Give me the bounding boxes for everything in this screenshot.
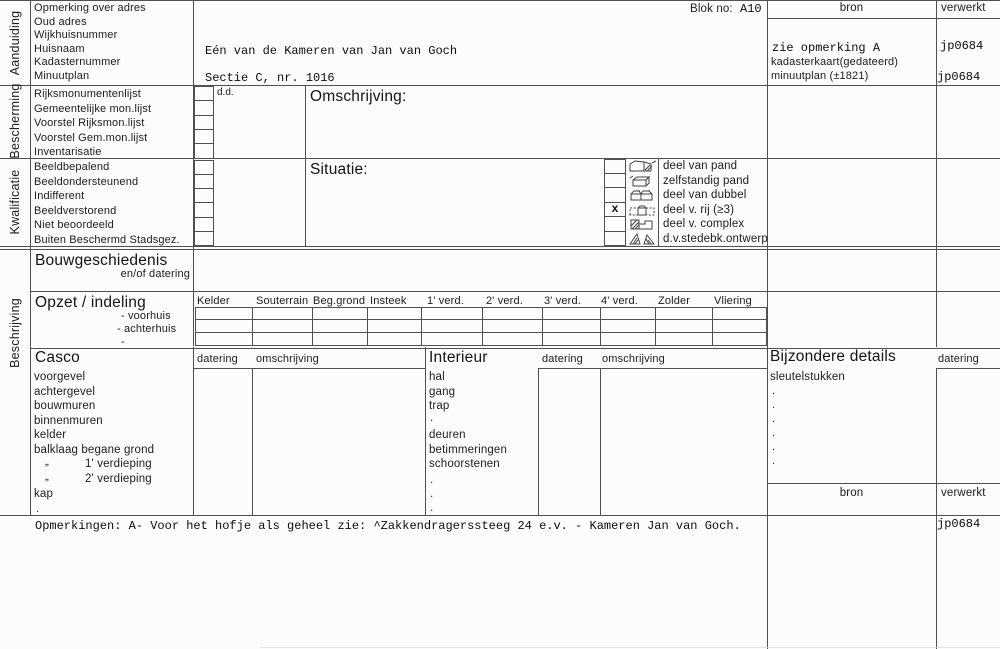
grid-line xyxy=(0,158,1000,159)
grid-line xyxy=(538,368,767,369)
opzet-cell xyxy=(713,333,766,345)
dot: . xyxy=(430,502,434,514)
checkbox-cell xyxy=(605,232,625,245)
opzet-column-header: Beg.grond xyxy=(313,295,366,307)
grid-line xyxy=(658,158,659,246)
opzet-column-header: Zolder xyxy=(658,295,691,307)
urban-design-icon xyxy=(627,232,657,245)
bron-note-kadasterkaart: kadasterkaart(gedateerd) xyxy=(771,56,899,68)
casco-row-verdieping-1: 1' verdieping xyxy=(85,458,152,470)
omschrijving-header: Omschrijving: xyxy=(310,88,407,105)
situatie-checkbox-column xyxy=(604,159,626,247)
dot: . xyxy=(772,427,776,439)
dot: . xyxy=(772,399,776,411)
casco-row-kelder: kelder xyxy=(34,429,67,441)
grid-line xyxy=(936,368,1000,369)
casco-row-binnenmuren: binnenmuren xyxy=(34,415,103,427)
situatie-option-label: deel v. complex xyxy=(663,218,745,230)
opzet-column-header: 2' verd. xyxy=(486,295,523,307)
checkbox-cell xyxy=(195,101,213,115)
situatie-option-label: deel van dubbel xyxy=(663,189,747,201)
minuutplan-value: Sectie C, nr. 1016 xyxy=(205,71,335,85)
part-of-building-icon xyxy=(627,159,657,172)
opzet-cell xyxy=(196,308,253,320)
opzet-cell xyxy=(713,308,766,320)
opzet-cell xyxy=(196,333,253,345)
opzet-cell xyxy=(656,308,713,320)
grid-line xyxy=(0,0,1000,1)
huisnaam-value: Eén van de Kameren van Jan van Goch xyxy=(205,44,458,58)
opzet-column-header: Kelder xyxy=(197,295,230,307)
interieur-row-trap: trap xyxy=(429,400,450,412)
bron-column-header: bron xyxy=(839,2,864,14)
dot: . xyxy=(772,455,776,467)
field-label-voorstel-gem-mon: Voorstel Gem.mon.lijst xyxy=(34,131,148,144)
casco-row-voorgevel: voorgevel xyxy=(34,371,86,383)
opzet-cell xyxy=(368,333,422,345)
situatie-option-label: zelfstandig pand xyxy=(663,174,750,187)
field-label-inventarisatie: Inventarisatie xyxy=(34,146,102,158)
checkbox-cell xyxy=(195,130,213,144)
grid-line xyxy=(0,515,1000,516)
bescherming-checkbox-column xyxy=(194,86,214,159)
checkbox-cell xyxy=(195,161,213,175)
verwerkt-value-1: jp0684 xyxy=(940,39,984,53)
opzet-cell xyxy=(368,320,422,332)
situatie-header: Situatie: xyxy=(310,161,368,178)
section-label-bescherming: Bescherming xyxy=(8,83,22,159)
checkbox-cell xyxy=(605,160,625,174)
checkbox-cell xyxy=(195,144,213,157)
grid-line xyxy=(600,368,601,515)
opzet-cell xyxy=(253,333,313,345)
grid-line xyxy=(0,249,1000,251)
opzet-cell xyxy=(601,333,656,345)
opzet-row-label-voorhuis: - voorhuis xyxy=(121,310,171,322)
opzet-cell xyxy=(313,333,368,345)
double-building-icon xyxy=(627,188,657,201)
opzet-column-header: 1' verd. xyxy=(427,295,464,307)
opzet-table xyxy=(195,307,767,346)
dot: . xyxy=(36,503,40,515)
checkbox-cell xyxy=(605,203,625,217)
grid-line xyxy=(30,291,1000,292)
opzet-cell xyxy=(422,308,483,320)
casco-row-verdieping-2: 2' verdieping xyxy=(85,473,152,485)
checkbox-cell xyxy=(605,217,625,231)
checkbox-cell xyxy=(195,189,213,203)
complex-building-icon xyxy=(627,217,657,230)
section-label-aanduiding: Aanduiding xyxy=(8,10,22,76)
grid-line xyxy=(936,0,937,347)
scan-edge xyxy=(260,647,1000,649)
casco-row-bouwmuren: bouwmuren xyxy=(34,400,96,412)
field-label-huisnaam: Huisnaam xyxy=(34,42,85,55)
blok-label: Blok no: xyxy=(690,3,733,15)
checkbox-cell xyxy=(195,232,213,245)
checkbox-cell xyxy=(195,116,213,130)
grid-line xyxy=(767,0,768,649)
casco-row-kap: kap xyxy=(34,488,53,500)
opzet-cell xyxy=(543,320,601,332)
casco-datering-header: datering xyxy=(197,353,238,365)
situatie-option-label: d.v.stedebk.ontwerp xyxy=(663,232,768,245)
grid-line xyxy=(305,85,306,246)
bijzondere-row-sleutelstukken: sleutelstukken xyxy=(770,371,845,383)
field-label-rijksmonumentenlijst: Rijksmonumentenlijst xyxy=(34,88,141,100)
opzet-cell xyxy=(313,308,368,320)
field-label-voorstel-rijksmon: Voorstel Rijksmon.lijst xyxy=(34,117,145,129)
verwerkt-value-2: jp0684 xyxy=(937,70,981,84)
interieur-header: Interieur xyxy=(429,349,488,366)
grid-line xyxy=(193,347,194,515)
opzet-cell xyxy=(656,320,713,332)
checkbox-x-mark: x xyxy=(611,202,619,216)
field-label-niet-beoordeeld: Niet beoordeeld xyxy=(34,219,114,231)
opzet-cell xyxy=(253,308,313,320)
opzet-column-header: Souterrain xyxy=(256,295,309,307)
ditto-mark: „ xyxy=(45,456,49,468)
opzet-cell xyxy=(713,320,766,332)
dot: . xyxy=(772,441,776,453)
bijzondere-verwerkt-header: verwerkt xyxy=(941,487,986,499)
interieur-omschrijving-header: omschrijving xyxy=(602,353,665,365)
bijzondere-bron-header: bron xyxy=(839,487,864,499)
opzet-cell xyxy=(313,320,368,332)
opzet-cell xyxy=(483,333,543,345)
opmerkingen-text: Opmerkingen: A- Voor het hofje als geheel zie: ^Zakkendragerssteeg 24 e.v. - Kameren Jan van Goch. xyxy=(35,519,741,533)
detached-building-icon xyxy=(627,174,657,187)
dot: . xyxy=(772,385,776,397)
opzet-column-header: 4' verd. xyxy=(601,295,638,307)
checkbox-cell xyxy=(195,203,213,217)
dot: . xyxy=(772,413,776,425)
field-label-buiten-stadsgezicht: Buiten Beschermd Stadsgez. xyxy=(34,233,180,246)
field-label-beeldverstorend: Beeldverstorend xyxy=(34,204,117,217)
interieur-row-deuren: deuren xyxy=(429,429,466,441)
grid-line xyxy=(936,368,937,649)
field-label-oud-adres: Oud adres xyxy=(34,15,87,28)
opzet-cell xyxy=(601,308,656,320)
grid-line xyxy=(538,368,539,515)
opzet-row-label-blank: - xyxy=(121,336,125,348)
field-label-minuutplan: Minuutplan xyxy=(34,69,90,82)
checkbox-cell xyxy=(195,175,213,189)
field-label-gemeentelijke-lijst: Gemeentelijke mon.lijst xyxy=(34,102,152,115)
casco-row-achtergevel: achtergevel xyxy=(34,386,96,398)
bron-note-typed: zie opmerking A xyxy=(772,41,881,55)
opzet-column-header: Vliering xyxy=(714,295,752,307)
dot: . xyxy=(430,474,434,486)
row-building-icon xyxy=(627,203,657,216)
grid-line xyxy=(425,347,426,515)
opzet-column-header: Insteek xyxy=(370,295,407,307)
grid-line xyxy=(0,85,1000,86)
grid-line xyxy=(767,18,1000,19)
opzet-cell xyxy=(368,308,422,320)
ditto-mark: „ xyxy=(45,471,49,483)
opzet-cell xyxy=(601,320,656,332)
blok-value: A10 xyxy=(740,2,762,16)
interieur-row-hal: hal xyxy=(429,371,445,383)
field-label-opmerking-over-adres: Opmerking over adres xyxy=(34,2,146,14)
grid-line xyxy=(0,246,1000,247)
casco-omschrijving-header: omschrijving xyxy=(256,353,319,365)
opzet-cell xyxy=(483,308,543,320)
dot: . xyxy=(430,412,434,424)
opzet-cell xyxy=(543,308,601,320)
opzet-column-header: 3' verd. xyxy=(544,295,581,307)
grid-line xyxy=(193,368,425,369)
opzet-cell xyxy=(422,320,483,332)
grid-line xyxy=(767,483,1000,484)
opzet-cell xyxy=(483,320,543,332)
dot: . xyxy=(430,488,434,500)
opmerkingen-verwerkt-value: jp0684 xyxy=(937,517,981,531)
bijzondere-details-header: Bijzondere details xyxy=(770,348,896,365)
bijzondere-datering-header: datering xyxy=(938,353,979,365)
grid-line xyxy=(30,0,31,515)
bron-note-minuutplan: minuutplan (±1821) xyxy=(771,69,869,82)
field-label-kadasternummer: Kadasternummer xyxy=(34,56,121,68)
opzet-cell xyxy=(656,333,713,345)
kwalificatie-checkbox-column xyxy=(194,160,214,247)
casco-header: Casco xyxy=(35,349,80,366)
section-label-beschrijving: Beschrijving xyxy=(8,298,22,368)
checkbox-cell xyxy=(195,218,213,232)
verwerkt-column-header: verwerkt xyxy=(941,2,986,14)
interieur-datering-header: datering xyxy=(542,353,583,365)
opzet-cell xyxy=(253,320,313,332)
bouwgeschiedenis-header: Bouwgeschiedenis xyxy=(35,252,168,269)
interieur-row-schoorstenen: schoorstenen xyxy=(429,458,500,470)
opzet-cell xyxy=(422,333,483,345)
field-label-beeldbepalend: Beeldbepalend xyxy=(34,161,110,173)
field-label-beeldondersteunend: Beeldondersteunend xyxy=(34,175,139,188)
casco-row-balklaag: balklaag begane grond xyxy=(34,444,155,456)
bouwgeschiedenis-sublabel: en/of datering xyxy=(120,268,190,280)
field-label-wijkhuisnummer: Wijkhuisnummer xyxy=(34,29,118,41)
opzet-header: Opzet / indeling xyxy=(35,294,146,311)
interieur-row-gang: gang xyxy=(429,386,456,398)
opzet-cell xyxy=(543,333,601,345)
situatie-option-label: deel v. rij (≥3) xyxy=(663,203,735,216)
dd-label: d.d. xyxy=(217,87,234,98)
checkbox-cell xyxy=(605,174,625,188)
checkbox-cell xyxy=(605,188,625,202)
opzet-row-label-achterhuis: - achterhuis xyxy=(117,323,177,335)
situatie-option-label: deel van pand xyxy=(663,160,738,172)
opzet-cell xyxy=(196,320,253,332)
section-label-kwalificatie: Kwalificatie xyxy=(8,169,22,235)
interieur-row-betimmeringen: betimmeringen xyxy=(429,444,508,456)
grid-line xyxy=(252,368,253,515)
field-label-indifferent: Indifferent xyxy=(34,190,85,202)
checkbox-cell xyxy=(195,87,213,101)
